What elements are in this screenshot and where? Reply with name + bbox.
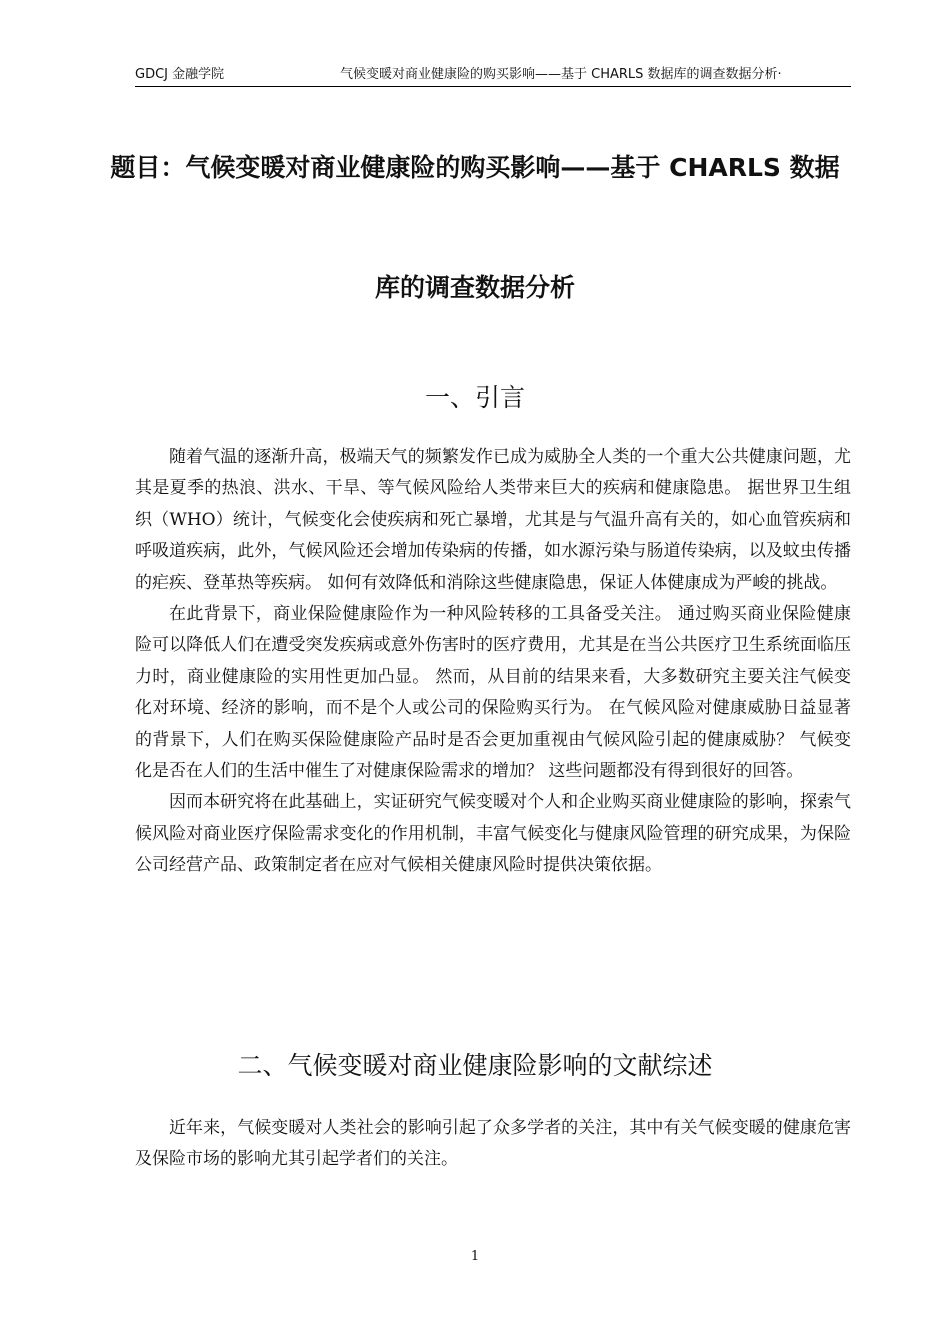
page-number: 1: [470, 1249, 480, 1264]
section-introduction-body: [135, 442, 851, 882]
section-heading-introduction: 一、引言: [424, 383, 525, 412]
document-title-line-1: 题目：气候变暖对商业健康险的购买影响——基于 CHARLS 数据: [110, 153, 840, 182]
section-literature-review-body: [135, 1113, 851, 1176]
paragraph: 在此背景下，商业保险健康险作为一种风险转移的工具备受关注。 通过购买商业保险健康险可以降低人们在遭受突发疾病或意外伤害时的医疗费用，尤其是在当公共医疗卫生系统面临压力时，商业健康险的实用性更加凸显。 然而，从目前的结果来看，大多数研究主要关注气候变化对环境、经济的影响，而不是个人或公司的保险购买行为。 在气候风险对健康威胁日益显著的背景下，人们在购买保险健康险产品时是否会更加重视由气候风险引起的健康威胁？ 气候变化是否在人们的生活中催生了对健康保险需求的增加？ 这些问题都没有得到很好的回答。: [135, 604, 851, 782]
header-running-title: 气候变暖对商业健康险的购买影响——基于 CHARLS 数据库的调查数据分析·: [340, 67, 782, 82]
document-title-line-2: 库的调查数据分析: [374, 273, 575, 302]
section-heading-literature-review: 二、气候变暖对商业健康险影响的文献综述: [237, 1051, 713, 1080]
paragraph: 随着气温的逐渐升高，极端天气的频繁发作已成为威胁全人类的一个重大公共健康问题，尤其是夏季的热浪、洪水、干旱、等气候风险给人类带来巨大的疾病和健康隐患。 据世界卫生组织（WHO）统计，气候变化会使疾病和死亡暴增，尤其是与气温升高有关的，如心血管疾病和呼吸道疾病，此外，气候风险还会增加传染病的传播，如水源污染与肠道传染病，以及蚊虫传播的疟疾、登革热等疾病。 如何有效降低和消除这些健康隐患，保证人体健康成为严峻的挑战。: [135, 447, 851, 593]
paragraph: 因而本研究将在此基础上，实证研究气候变暖对个人和企业购买商业健康险的影响，探索气候风险对商业医疗保险需求变化的作用机制，丰富气候变化与健康风险管理的研究成果，为保险公司经营产品、政策制定者在应对气候相关健康风险时提供决策依据。: [135, 792, 851, 876]
paragraph: 近年来，气候变暖对人类社会的影响引起了众多学者的关注，其中有关气候变暖的健康危害及保险市场的影响尤其引起学者们的关注。: [135, 1118, 851, 1170]
header-institution: GDCJ 金融学院: [135, 67, 225, 82]
page-header: [135, 66, 851, 87]
